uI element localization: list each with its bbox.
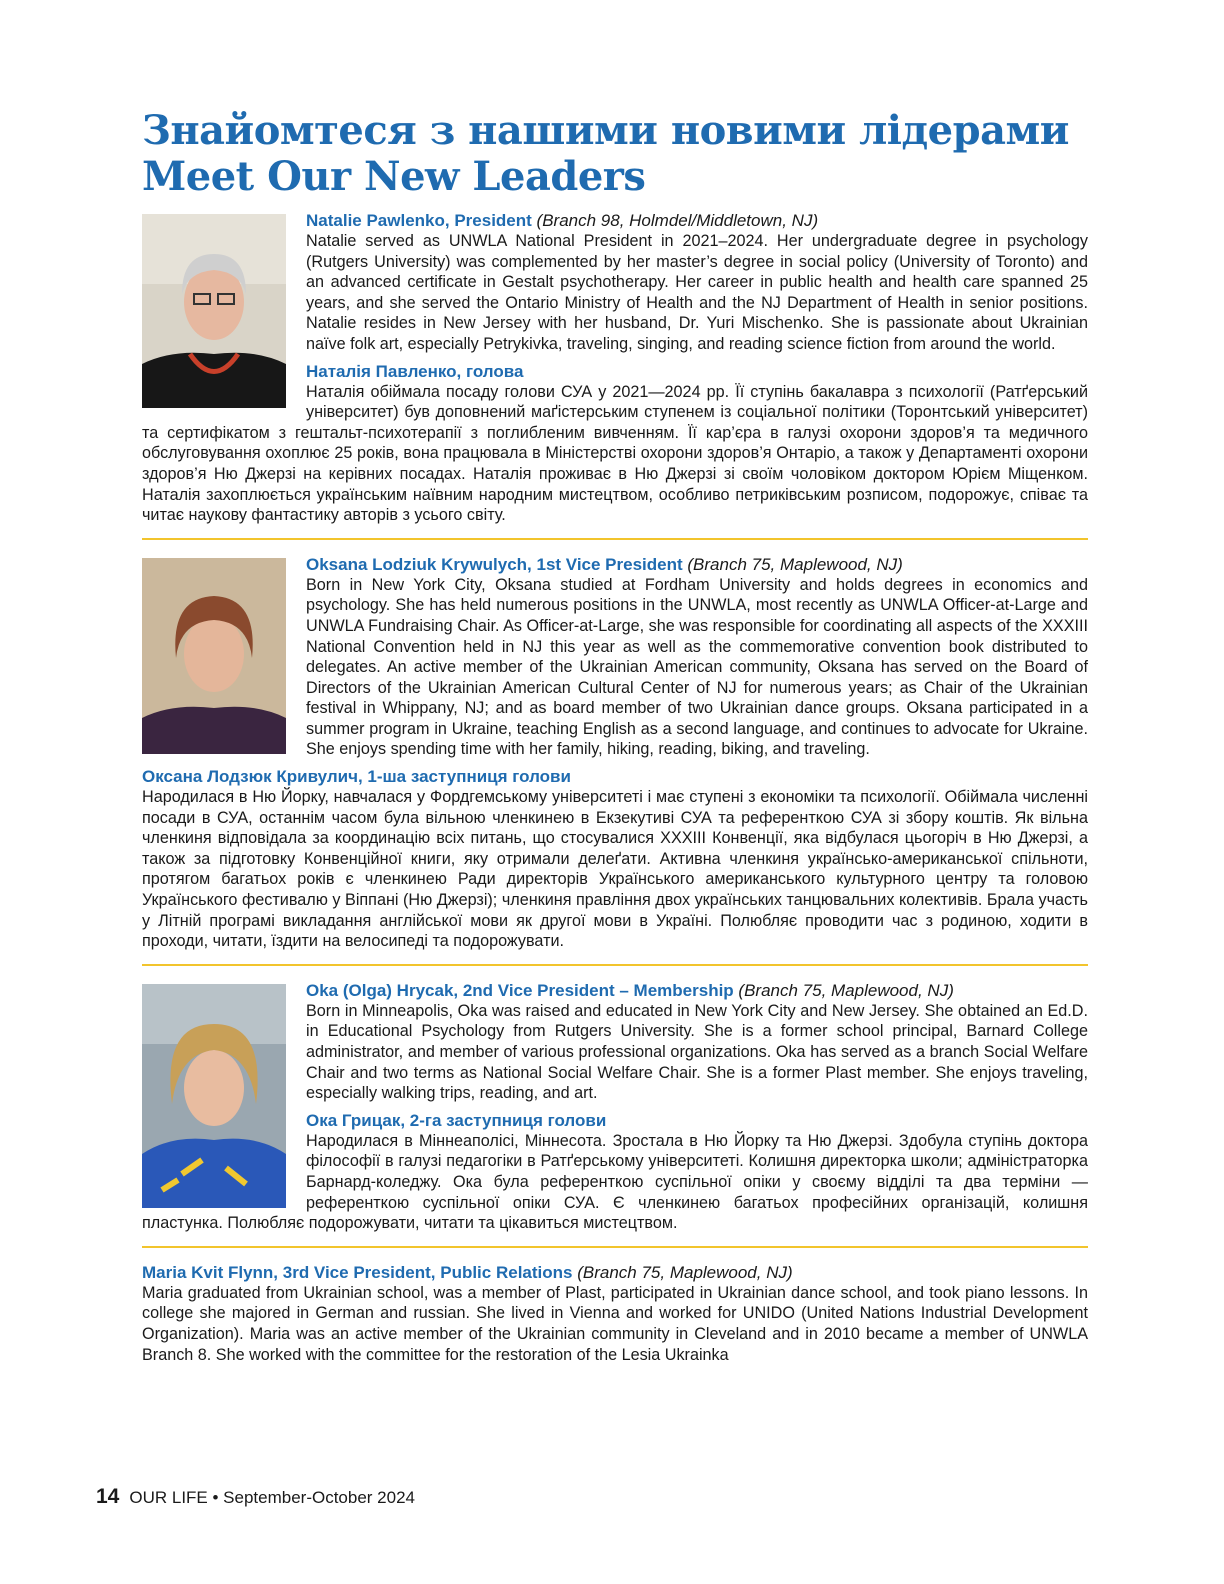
portrait-image bbox=[142, 214, 286, 408]
leader-name-line bbox=[142, 1262, 1088, 1283]
section-divider bbox=[142, 1246, 1088, 1248]
leader-name-ua: Наталія Павленко, голова bbox=[306, 361, 524, 381]
section-divider bbox=[142, 964, 1088, 966]
leader-branch: (Branch 75, Maplewood, NJ) bbox=[687, 554, 903, 574]
section-divider bbox=[142, 538, 1088, 540]
leader-bio-ua: Народилася в Міннеаполісі, Міннесота. Зростала в Ню Йорку та Ню Джерзі. Здобула ступінь доктора філософії в галузі педагогіки в Ратґерському університеті. Колишня директорка школи; адміністраторка Барнард-коледжу. Ока була референткою суспільної опіки у своєму відділі та два терміни — референткою суспільної опіки СУА. Є членкинею багатьох професійних організацій, колишня пластунка. Полюбляє подорожувати, читати та цікавиться мистецтвом. bbox=[142, 1131, 1088, 1233]
leader-bio-ua: Наталія обіймала посаду голови СУА у 2021—2024 рр. Її ступінь бакалавра з психології (Ратґерський університет) був доповнений маґістерським ступенем із соціальної політики (Торонтський університет) та сертифікатом з гештальт-психотерапії з поглибленим вивченням. Її кар’єра в галузі охорони здоров’я та медичного обслуговування охоплює 25 років, вона працювала в Міністерстві охорони здоров’я Онтаріо, а також у Департаменті охорони здоров’я Ню Джерзі на керівних посадах. Наталія проживає в Ню Джерзі зі своїм чоловіком доктором Юрієм Міщенком. Наталія захоплюється українським наївним народним мистецтвом, особливо петриківським розписом, подорожує, співає та читає наукову фантастику авторів з усього світу. bbox=[142, 382, 1088, 525]
leader-branch: (Branch 98, Holmdel/Middletown, NJ) bbox=[536, 211, 819, 230]
page-title bbox=[142, 108, 1088, 200]
title-ua: Знайомтеся з нашими новими лідерами bbox=[142, 107, 1069, 154]
leader-section-pawlenko bbox=[142, 210, 1088, 526]
leader-name-ua: Оксана Лодзюк Кривулич, 1-ша заступниця голови bbox=[142, 767, 571, 787]
portrait-image bbox=[142, 558, 286, 754]
photo-krywulych bbox=[142, 558, 286, 754]
leader-branch: (Branch 75, Maplewood, NJ) bbox=[738, 980, 954, 1000]
page-footer bbox=[96, 1486, 415, 1509]
portrait-image bbox=[142, 984, 286, 1208]
leader-name-en: Maria Kvit Flynn, 3rd Vice President, Public Relations bbox=[142, 1262, 573, 1282]
leader-branch: (Branch 75, Maplewood, NJ) bbox=[577, 1262, 793, 1282]
publication-line: OUR LIFE • September-October 2024 bbox=[129, 1488, 415, 1507]
title-en: Meet Our New Leaders bbox=[142, 153, 646, 200]
leader-bio-en: Natalie served as UNWLA National President in 2021–2024. Her undergraduate degree in psychology (Rutgers University) was complemented by her master’s degree in social policy (University of Toronto) and an advanced certificate in Gestalt psychotherapy. Her career in public health and health care spanned 25 years, and she served the Ontario Ministry of Health and the NJ Department of Health in senior positions. Natalie resides in New Jersey with her husband, Dr. Yuri Mischenko. She is passionate about Ukrainian naïve folk art, especially Petrykivka, traveling, singing, and reading science fiction from around the world. bbox=[306, 232, 1088, 353]
page-number: 14 bbox=[96, 1485, 120, 1508]
leader-name-ua: Ока Грицак, 2-га заступниця голови bbox=[306, 1110, 607, 1130]
photo-pawlenko bbox=[142, 214, 286, 408]
leader-section-flynn bbox=[142, 1262, 1088, 1365]
photo-hrycak bbox=[142, 984, 286, 1208]
leader-name-en: Oka (Olga) Hrycak, 2nd Vice President – Membership bbox=[306, 980, 734, 1000]
article bbox=[142, 108, 1088, 1365]
leader-section-krywulych bbox=[142, 554, 1088, 952]
leader-name-en: Natalie Pawlenko, President bbox=[306, 211, 532, 230]
leader-bio-en: Born in New York City, Oksana studied at Fordham University and holds degrees in economics and psychology. She has held numerous positions in the UNWLA, most recently as UNWLA Officer-at-Large and UNWLA Fundraising Chair. As Officer-at-Large, she was responsible for coordinating all aspects of the XXXIII National Convention held in NJ this year as well as the commemorative convention book distributed to delegates. An active member of the Ukrainian American community, Oksana has served on the Board of Directors of the Ukrainian American Cultural Center of NJ for numerous years; as Chair of the Ukrainian festival in Whippany, NJ; and as board member of two Ukrainian dance groups. Oksana participated in a summer program in Ukraine, teaching English as a second language, and continues to advocate for Ukraine. She enjoys spending time with her family, hiking, reading, biking, and traveling. bbox=[306, 575, 1088, 759]
leader-bio-ua: Народилася в Ню Йорку, навчалася у Фордгемському університеті і має ступені з економіки та психології. Обіймала численні посади в СУА, останнім часом була вільною членкинею в Екзекутиві СУА та референткою СУА зі збору коштів. Як вільна членкиня відповідала за координацію всіх питань, що стосувалися XXXIII Конвенції, яка відбулася цьогоріч в Ню Джерзі, а також за підготовку Конвенційної книги, яку отримали делеґати. Активна членкиня українсько-американської спільноти, протягом багатьох років є членкинею Ради директорів Українського американського культурного центру та головою Українського фестивалю у Віппані (Ню Джерзі); членкиня правління двох українських танцювальних колективів. Брала участь у Літній програмі викладання англійської мови як другої мови в Україні. Полюбляє проводити час з родиною, ходити в проходи, читати, їздити на велосипеді та подорожувати. bbox=[142, 788, 1088, 951]
leader-bio-en: Maria graduated from Ukrainian school, was a member of Plast, participated in Ukrainian dance school, and took piano lessons. In college she majored in German and russian. She lived in Vienna and worked for UNIDO (United Nations Industrial Development Organization). Maria was an active member of the Ukrainian community in Cleveland and in 2010 became a member of UNWLA Branch 8. She worked with the committee for the restoration of the Lesia Ukrainka bbox=[142, 1283, 1088, 1364]
leader-name-en: Oksana Lodziuk Krywulych, 1st Vice President bbox=[306, 554, 683, 574]
leader-bio-en: Born in Minneapolis, Oka was raised and educated in New York City and New Jersey. She obtained an Ed.D. in Educational Psychology from Rutgers University. She is a former school principal, Barnard College administrator, and member of various professional organizations. Oka has served as a branch Social Welfare Chair and two terms as National Social Welfare Chair. She is a former Plast member. She enjoys traveling, especially walking trips, reading, and art. bbox=[306, 1001, 1088, 1103]
leader-section-hrycak bbox=[142, 980, 1088, 1234]
